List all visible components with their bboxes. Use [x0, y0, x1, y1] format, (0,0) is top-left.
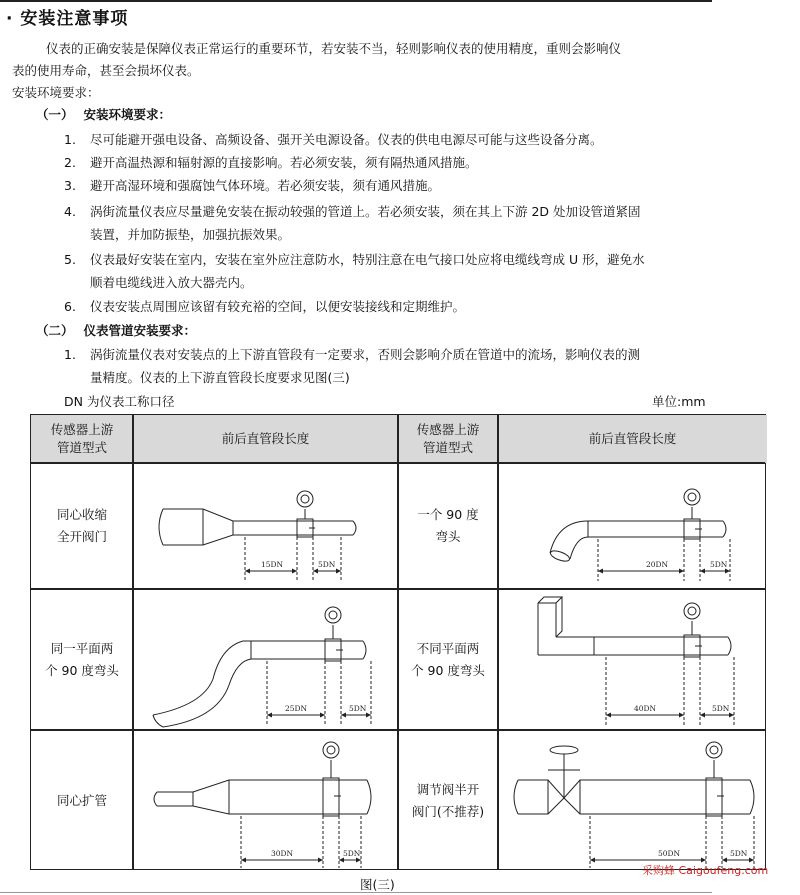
figure-caption: 图(三): [360, 877, 395, 892]
row3-left-type: [31, 730, 133, 871]
row1-right-downstream-label: 5DN: [710, 560, 728, 569]
page-title: · 安装注意事项: [6, 9, 129, 29]
header-type-left: [31, 415, 133, 463]
row1-left-type-line-2: 全开阀门: [56, 529, 107, 544]
header-type-right-line-2: 管道型式: [422, 440, 473, 455]
env-heading: 安装环境要求：: [12, 85, 100, 100]
s1-item-3-num: 3.: [64, 178, 76, 193]
grid-hline-1: [31, 462, 765, 464]
row2-left-upstream-label: 25DN: [285, 704, 308, 713]
diagram-single-elbow: [498, 463, 767, 589]
section1-label: （一）: [36, 107, 74, 122]
s1-item-2-text: 避开高温热源和辐射源的直接影响。若必须安装，须有隔热通风措施。: [90, 155, 478, 170]
intro-line-1: 仪表的正确安装是保障仪表正常运行的重要环节，若安装不当，轻则影响仪表的使用精度，重则会影响仪: [46, 41, 622, 56]
s1-item-1-text: 尽可能避开强电设备、高频设备、强开关电源设备。仪表的供电电源尽可能与这些设备分离。: [90, 132, 603, 147]
s1-item-4-text: 涡街流量仪表应尽量避免安装在振动较强的管道上。若必须安装，须在其上下游 2D 处加设管道紧固: [90, 204, 641, 219]
row2-left-downstream-label: 5DN: [349, 704, 367, 713]
row3-left-upstream-label: 30DN: [271, 849, 294, 858]
row1-left-type-line-1: 同心收缩: [56, 507, 107, 522]
section1-heading: [36, 104, 171, 126]
diagram-concentric-expander: [133, 730, 398, 871]
diagram-two-elbows-same-plane: [133, 589, 398, 730]
s1-item-6-num: 6.: [64, 299, 76, 314]
row1-left-type: [31, 463, 133, 589]
row2-left-type-line-2: 个 90 度弯头: [45, 662, 119, 678]
s1-item-5-cont: 顺着电缆线进入放大器壳内。: [90, 275, 253, 290]
row2-right-downstream-label: 5DN: [712, 704, 730, 713]
s1-item-4-num: 4.: [64, 204, 76, 219]
s1-item-5: [64, 249, 645, 271]
row1-left-upstream-label: 15DN: [261, 560, 284, 569]
dn-note: DN 为仪表工称口径: [64, 394, 175, 409]
section1-title: 安装环境要求：: [83, 107, 172, 122]
row3-right-downstream-label: 5DN: [730, 849, 748, 858]
header-type-left-line-2: 管道型式: [56, 440, 107, 455]
unit-note: 单位:mm: [652, 394, 706, 409]
row2-right-type-line-2: 个 90 度弯头: [411, 662, 485, 678]
section2-label: （二）: [36, 323, 74, 338]
intro-line-2: 表的使用寿命，甚至会损坏仪表。: [12, 63, 200, 78]
diagram-two-elbows-different-planes: [498, 589, 767, 730]
row1-right-type-line-2: 弯头: [435, 529, 461, 544]
header-type-right: [398, 415, 498, 463]
grid-vline-2: [397, 415, 399, 869]
grid-vline-1: [132, 415, 134, 869]
row1-left-downstream-label: 5DN: [318, 560, 336, 569]
row3-right-type: [398, 730, 498, 871]
diagram-concentric-reducer: [133, 463, 398, 589]
s1-item-5-text: 仪表最好安装在室内，安装在室外应注意防水，特别注意在电气接口处应将电缆线弯成 U 形，避免水: [90, 252, 645, 267]
s1-item-2: [64, 152, 478, 174]
section2-heading: [36, 320, 196, 342]
s2-item-1-num: 1.: [64, 347, 76, 362]
s2-item-1-text: 涡街流量仪表对安装点的上下游直管段有一定要求，否则会影响介质在管道中的流场，影响仪表的测: [90, 347, 641, 362]
diagram-regulating-valve: [498, 730, 767, 871]
s1-item-6-text: 仪表安装点周围应该留有较充裕的空间，以便安装接线和定期维护。: [90, 299, 466, 314]
row3-right-type-line-2: 阀门(不推荐): [411, 803, 485, 819]
s1-item-1-num: 1.: [64, 132, 76, 147]
bottom-rule: [0, 892, 712, 893]
s1-item-5-num: 5.: [64, 252, 76, 267]
row1-right-upstream-label: 20DN: [646, 560, 669, 569]
row2-right-upstream-label: 40DN: [634, 704, 657, 713]
header-type-left-line-1: 传感器上游: [50, 422, 114, 437]
header-type-right-line-1: 传感器上游: [416, 422, 480, 437]
s1-item-3: [64, 175, 440, 197]
watermark: 采购蜂 Caigoufeng.com: [642, 864, 769, 877]
s1-item-2-num: 2.: [64, 155, 76, 170]
row3-left-type-line-1: 同心扩管: [56, 792, 107, 808]
row3-right-upstream-label: 50DN: [658, 849, 681, 858]
row1-right-type: [398, 463, 498, 589]
s1-item-4-cont: 装置，并加防振垫，加强抗振效果。: [90, 227, 291, 242]
s1-item-4: [64, 201, 641, 223]
row3-left-downstream-label: 5DN: [343, 849, 361, 858]
s1-item-1: [64, 129, 603, 151]
row2-left-type: [31, 589, 133, 730]
s1-item-6: [64, 296, 465, 318]
row3-right-type-line-1: 调节阀半开: [416, 781, 480, 797]
s2-item-1: [64, 344, 640, 366]
grid-hline-3: [31, 729, 765, 731]
header-length-right: 前后直管段长度: [498, 415, 767, 463]
header-length-left: 前后直管段长度: [133, 415, 398, 463]
row2-left-type-line-1: 同一平面两: [50, 640, 114, 656]
pipe-requirements-table: [30, 414, 766, 870]
s1-item-3-text: 避开高湿环境和强腐蚀气体环境。若必须安装，须有通风措施。: [90, 178, 441, 193]
row1-right-type-line-1: 一个 90 度: [417, 507, 479, 522]
row2-right-type: [398, 589, 498, 730]
row2-right-type-line-1: 不同平面两: [416, 640, 480, 656]
top-rule: [0, 0, 712, 2]
grid-vline-3: [497, 415, 499, 869]
grid-hline-2: [31, 588, 765, 590]
section2-title: 仪表管道安装要求：: [83, 323, 197, 338]
s2-item-1-cont: 量精度。仪表的上下游直管段长度要求见图(三): [90, 370, 350, 385]
